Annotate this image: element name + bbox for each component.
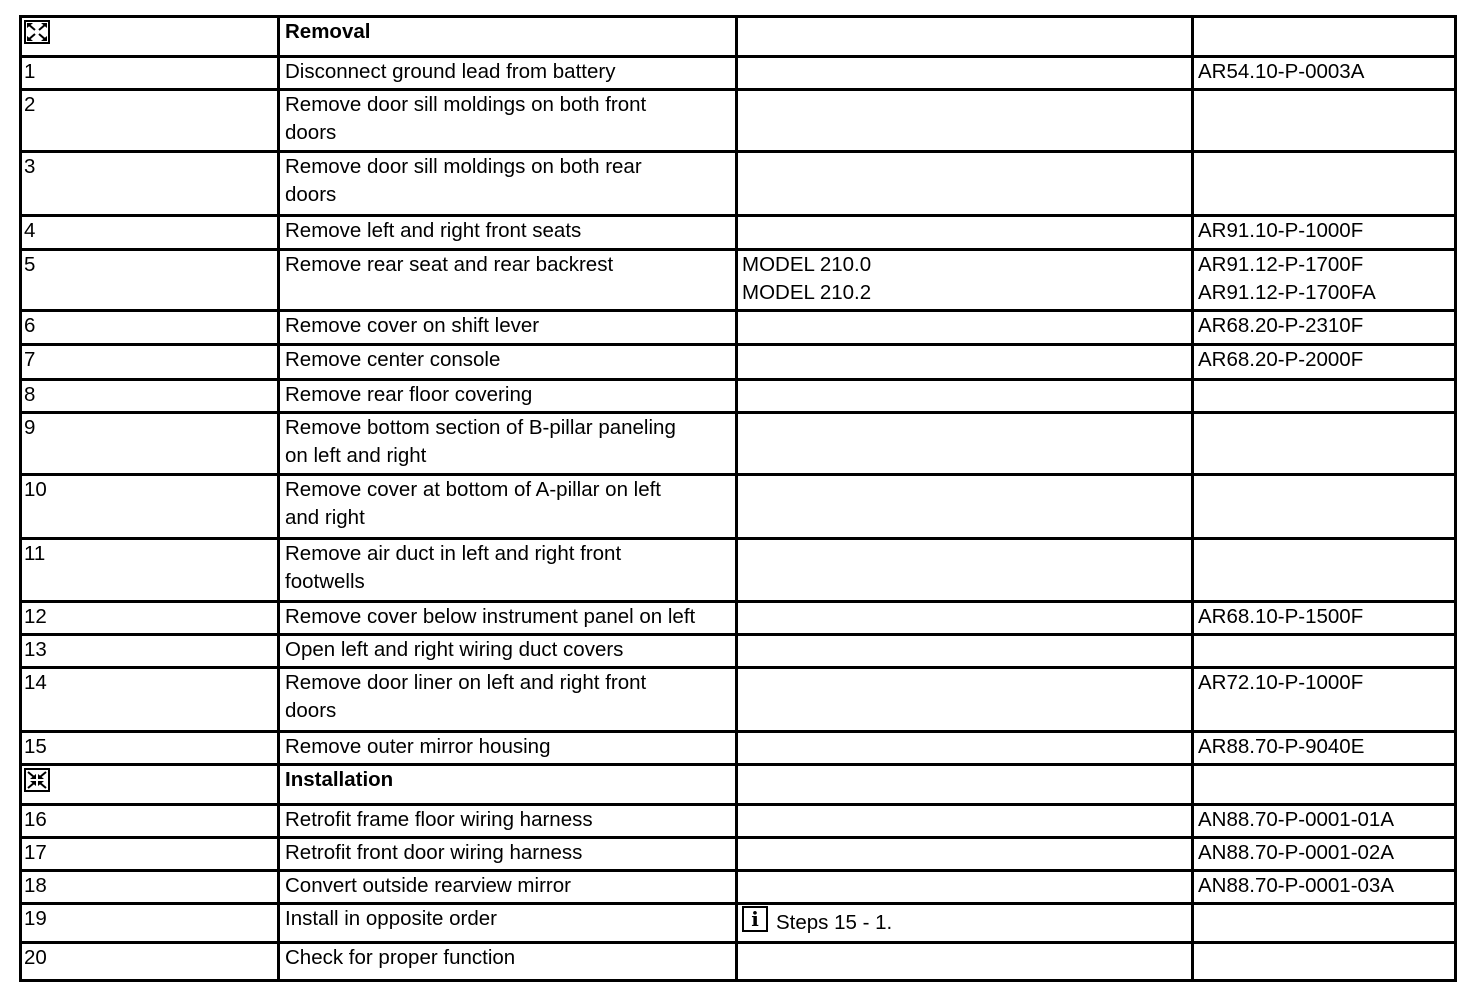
step-text-line: Remove rear seat and rear backrest: [285, 253, 614, 276]
step-text: [279, 904, 737, 943]
refs-cell: [1193, 668, 1456, 732]
model-note: MODEL 210.0: [742, 253, 872, 276]
step-text-line: Remove cover at bottom of A-pillar on left: [285, 478, 662, 501]
step-number: 13: [21, 635, 279, 668]
model-note: MODEL 210.2: [742, 281, 872, 304]
step-row: [21, 216, 1456, 250]
notes-cell: [737, 90, 1193, 152]
procedure-table: [19, 15, 1457, 982]
step-text: [279, 152, 737, 216]
step-row: [21, 311, 1456, 345]
step-number: 9: [21, 413, 279, 475]
step-text: [279, 871, 737, 904]
step-text: [279, 216, 737, 250]
notes-cell: [737, 805, 1193, 838]
refs-cell: [1193, 635, 1456, 668]
section-row-installation: [21, 765, 1456, 805]
step-text-line: doors: [285, 183, 337, 206]
step-text: [279, 311, 737, 345]
ref-link[interactable]: AR54.10-P-0003A: [1198, 60, 1365, 83]
step-text-line: Remove rear floor covering: [285, 383, 533, 406]
step-text-line: on left and right: [285, 444, 427, 467]
step-row: [21, 904, 1456, 943]
step-text: [279, 380, 737, 413]
notes-cell: [737, 943, 1193, 981]
ref-link[interactable]: AR88.70-P-9040E: [1198, 735, 1365, 758]
refs-cell: [1193, 943, 1456, 981]
step-row: [21, 90, 1456, 152]
ref-link[interactable]: AR91.10-P-1000F: [1198, 219, 1364, 242]
notes-cell: [737, 838, 1193, 871]
step-text-line: doors: [285, 121, 337, 144]
refs-cell: [1193, 152, 1456, 216]
step-number: 11: [21, 539, 279, 602]
step-text-line: Check for proper function: [285, 946, 516, 969]
step-text-line: doors: [285, 699, 337, 722]
step-row: [21, 943, 1456, 981]
refs-cell: [1193, 216, 1456, 250]
step-text: [279, 413, 737, 475]
notes-cell: [737, 413, 1193, 475]
removal-icon: [24, 20, 50, 44]
step-number: 14: [21, 668, 279, 732]
step-text-line: Remove cover below instrument panel on left: [285, 605, 696, 628]
step-text-line: Remove bottom section of B-pillar paneling: [285, 416, 676, 439]
refs-cell: [1193, 250, 1456, 311]
ref-link[interactable]: AN88.70-P-0001-01A: [1198, 808, 1395, 831]
step-number: 1: [21, 57, 279, 90]
refs-cell: [1193, 805, 1456, 838]
refs-cell: [1193, 345, 1456, 380]
step-text: [279, 805, 737, 838]
refs-cell: [1193, 413, 1456, 475]
step-row: [21, 57, 1456, 90]
ref-link[interactable]: AR91.12-P-1700FA: [1198, 281, 1376, 304]
step-text-line: Remove door sill moldings on both front: [285, 93, 647, 116]
step-row: [21, 413, 1456, 475]
ref-link[interactable]: AN88.70-P-0001-03A: [1198, 874, 1395, 897]
notes-cell: [737, 732, 1193, 765]
step-text: [279, 90, 737, 152]
step-row: [21, 602, 1456, 635]
step-row: [21, 838, 1456, 871]
step-number: 15: [21, 732, 279, 765]
step-number: 20: [21, 943, 279, 981]
step-text-line: Remove cover on shift lever: [285, 314, 540, 337]
step-row: [21, 152, 1456, 216]
step-text-line: Remove center console: [285, 348, 501, 371]
step-text-line: Remove door sill moldings on both rear: [285, 155, 642, 178]
ref-link[interactable]: AR68.10-P-1500F: [1198, 605, 1364, 628]
refs-cell: [1193, 765, 1456, 805]
info-icon[interactable]: i: [742, 906, 768, 932]
refs-cell: [1193, 871, 1456, 904]
notes-cell: [737, 216, 1193, 250]
step-row: [21, 345, 1456, 380]
notes-cell: [737, 475, 1193, 539]
refs-cell: [1193, 602, 1456, 635]
notes-cell: [737, 250, 1193, 311]
notes-cell: [737, 668, 1193, 732]
step-number: 6: [21, 311, 279, 345]
refs-cell: [1193, 311, 1456, 345]
step-number: 7: [21, 345, 279, 380]
step-number: 8: [21, 380, 279, 413]
step-text-line: and right: [285, 506, 365, 529]
notes-cell: [737, 765, 1193, 805]
step-text-line: Open left and right wiring duct covers: [285, 638, 624, 661]
step-row: [21, 805, 1456, 838]
step-text-line: Remove outer mirror housing: [285, 735, 551, 758]
step-row: [21, 668, 1456, 732]
step-number: 17: [21, 838, 279, 871]
step-row: [21, 250, 1456, 311]
section-title: Removal: [279, 17, 737, 57]
step-text: [279, 838, 737, 871]
step-text: [279, 475, 737, 539]
step-row: [21, 380, 1456, 413]
step-text: [279, 602, 737, 635]
ref-link[interactable]: AR68.20-P-2310F: [1198, 314, 1364, 337]
step-row: [21, 635, 1456, 668]
notes-cell: [737, 311, 1193, 345]
step-row: [21, 539, 1456, 602]
notes-cell: [737, 602, 1193, 635]
step-text: [279, 943, 737, 981]
notes-cell: [737, 380, 1193, 413]
section-title: Installation: [279, 765, 737, 805]
refs-cell: [1193, 838, 1456, 871]
refs-cell: [1193, 57, 1456, 90]
step-text-line: Remove left and right front seats: [285, 219, 582, 242]
step-text: [279, 635, 737, 668]
step-text-line: footwells: [285, 570, 365, 593]
step-number: 3: [21, 152, 279, 216]
step-text: [279, 345, 737, 380]
step-number: 12: [21, 602, 279, 635]
step-text-line: Disconnect ground lead from battery: [285, 60, 616, 83]
refs-cell: [1193, 90, 1456, 152]
step-text-line: Remove door liner on left and right front: [285, 671, 647, 694]
section-symbol-cell: [21, 17, 279, 57]
notes-cell: [737, 17, 1193, 57]
step-row: [21, 475, 1456, 539]
step-number: 16: [21, 805, 279, 838]
installation-icon: [24, 768, 50, 792]
step-number: 10: [21, 475, 279, 539]
step-number: 18: [21, 871, 279, 904]
notes-cell: [737, 871, 1193, 904]
step-text-line: Retrofit frame floor wiring harness: [285, 808, 593, 831]
step-text-line: Remove air duct in left and right front: [285, 542, 622, 565]
step-text-line: Retrofit front door wiring harness: [285, 841, 583, 864]
step-number: 5: [21, 250, 279, 311]
refs-cell: [1193, 732, 1456, 765]
refs-cell: [1193, 17, 1456, 57]
notes-cell: [737, 345, 1193, 380]
step-text-line: Install in opposite order: [285, 907, 497, 930]
step-text: [279, 539, 737, 602]
ref-link[interactable]: AR68.20-P-2000F: [1198, 348, 1364, 371]
notes-cell: [737, 904, 1193, 943]
notes-cell: [737, 57, 1193, 90]
step-number: 19: [21, 904, 279, 943]
step-text: [279, 57, 737, 90]
notes-cell: [737, 539, 1193, 602]
step-row: [21, 871, 1456, 904]
refs-cell: [1193, 475, 1456, 539]
refs-cell: [1193, 539, 1456, 602]
info-note: Steps 15 - 1.: [776, 911, 893, 934]
refs-cell: [1193, 380, 1456, 413]
step-text-line: Convert outside rearview mirror: [285, 874, 571, 897]
step-row: [21, 732, 1456, 765]
ref-link[interactable]: AR91.12-P-1700F: [1198, 253, 1364, 276]
step-text: [279, 732, 737, 765]
notes-cell: [737, 635, 1193, 668]
ref-link[interactable]: AR72.10-P-1000F: [1198, 671, 1364, 694]
notes-cell: [737, 152, 1193, 216]
ref-link[interactable]: AN88.70-P-0001-02A: [1198, 841, 1395, 864]
step-number: 2: [21, 90, 279, 152]
step-text: [279, 250, 737, 311]
step-text: [279, 668, 737, 732]
section-symbol-cell: [21, 765, 279, 805]
refs-cell: [1193, 904, 1456, 943]
section-row-removal: [21, 17, 1456, 57]
step-number: 4: [21, 216, 279, 250]
